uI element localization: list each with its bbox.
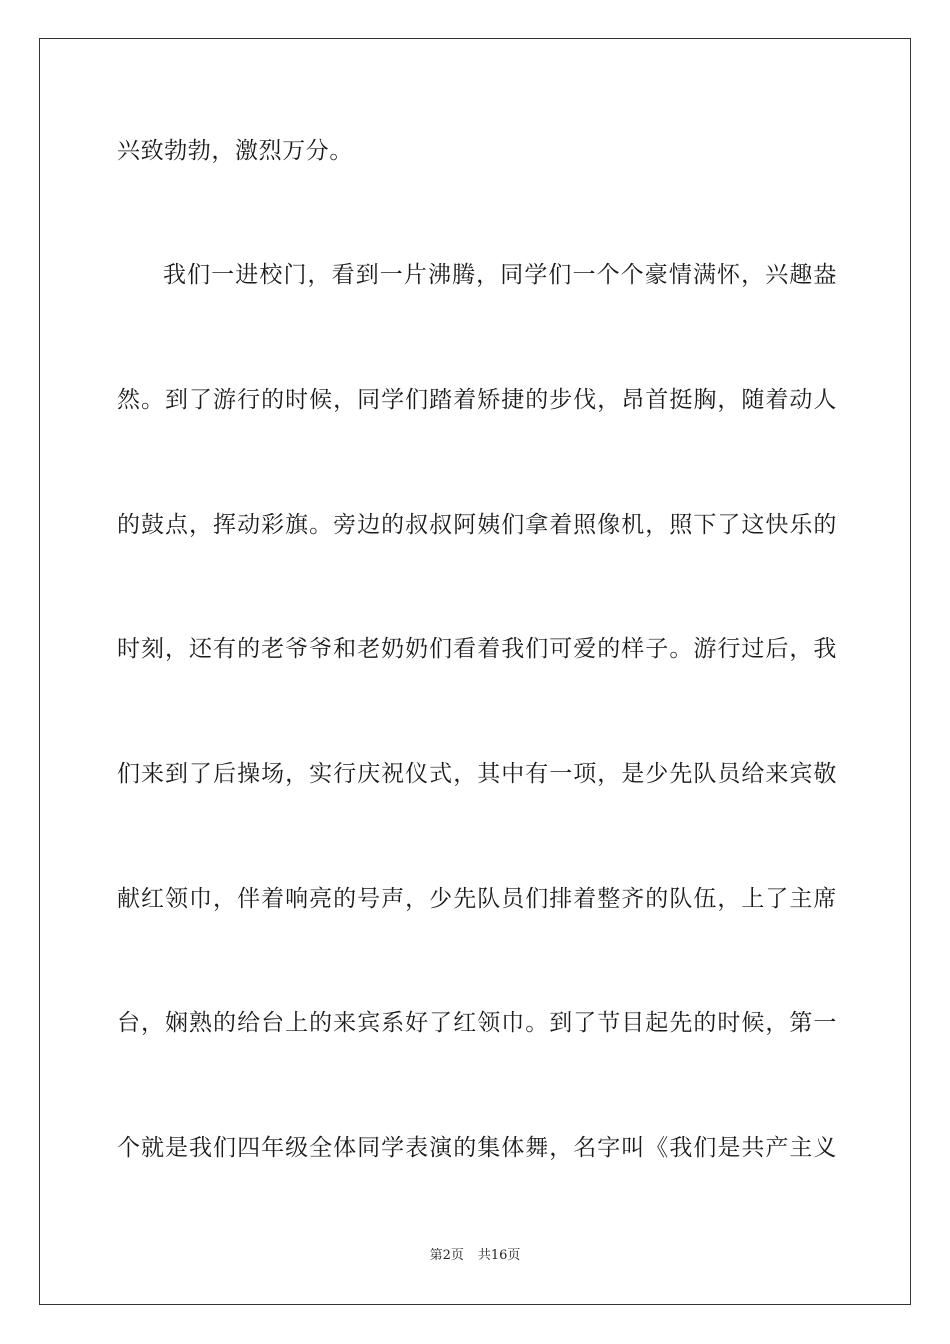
text-line: 时刻，还有的老爷爷和老奶奶们看着我们可爱的样子。游行过后，我 <box>117 636 837 662</box>
page-number: 第2页 <box>429 1248 464 1263</box>
page-footer <box>0 1247 950 1265</box>
page-border <box>39 38 911 1305</box>
total-pages: 共16页 <box>477 1248 521 1263</box>
text-line: 兴致勃勃，激烈万分。 <box>117 138 353 164</box>
text-line: 们来到了后操场，实行庆祝仪式，其中有一项，是少先队员给来宾敬 <box>117 761 837 787</box>
text-line: 献红领巾，伴着响亮的号声，少先队员们排着整齐的队伍，上了主席 <box>117 886 837 912</box>
paragraph-first-line: 我们一进校门，看到一片沸腾，同学们一个个豪情满怀，兴趣盎 <box>163 262 837 288</box>
text-line: 然。到了游行的时候，同学们踏着矫捷的步伐，昂首挺胸，随着动人 <box>117 387 837 413</box>
text-line: 台，娴熟的给台上的来宾系好了红领巾。到了节目起先的时候，第一 <box>117 1010 837 1036</box>
text-line: 的鼓点，挥动彩旗。旁边的叔叔阿姨们拿着照像机，照下了这快乐的 <box>117 512 837 538</box>
text-line: 个就是我们四年级全体同学表演的集体舞，名字叫《我们是共产主义 <box>117 1135 837 1161</box>
